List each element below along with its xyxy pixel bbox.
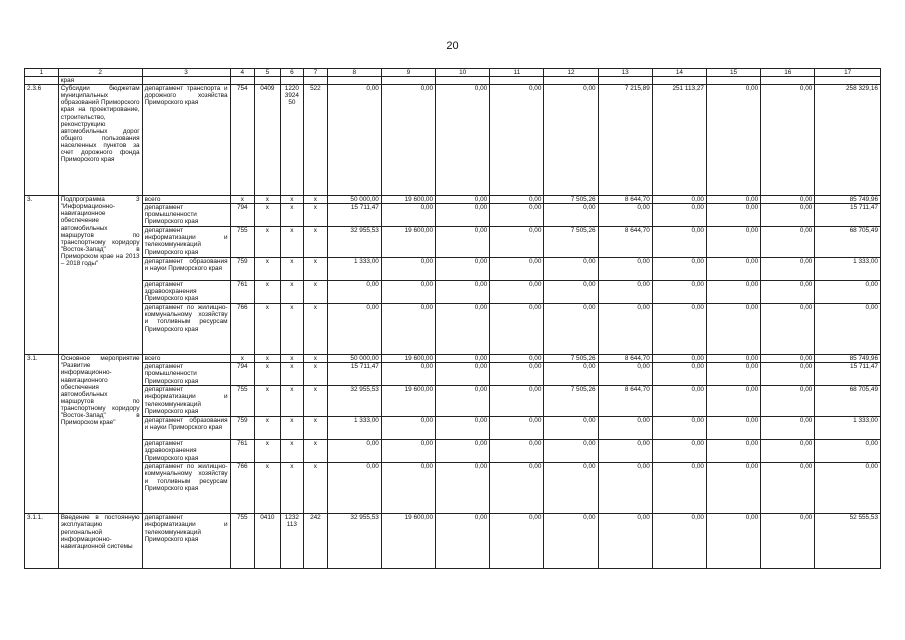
amount-cell: 1 333,00 bbox=[327, 258, 381, 281]
amount-cell: 0,00 bbox=[436, 227, 490, 258]
code-cell: x bbox=[280, 355, 304, 363]
amount-cell: 0,00 bbox=[706, 227, 760, 258]
code-cell: x bbox=[304, 440, 328, 463]
amount-cell: 0,00 bbox=[652, 363, 706, 386]
amount-cell: 19 600,00 bbox=[381, 355, 435, 363]
code-cell: 0409 bbox=[255, 85, 281, 196]
amount-cell: 0,00 bbox=[706, 258, 760, 281]
amount-cell: 0,00 bbox=[490, 196, 544, 204]
amount-cell: 0,00 bbox=[706, 196, 760, 204]
amount-cell: 0,00 bbox=[706, 514, 760, 569]
amount-cell: 0,00 bbox=[598, 304, 652, 355]
column-number-header: 5 bbox=[255, 69, 281, 77]
amount-cell: 0,00 bbox=[381, 417, 435, 440]
amount-cell: 0,00 bbox=[706, 386, 760, 417]
table-row bbox=[25, 363, 881, 386]
code-cell: 794 bbox=[230, 363, 255, 386]
amount-cell: 68 705,49 bbox=[815, 227, 881, 258]
amount-cell: 0,00 bbox=[436, 463, 490, 514]
amount-cell: 0,00 bbox=[436, 514, 490, 569]
code-cell: x bbox=[255, 417, 281, 440]
code-cell: x bbox=[304, 227, 328, 258]
amount-cell: 15 711,47 bbox=[327, 204, 381, 227]
code-cell: 754 bbox=[230, 85, 255, 196]
empty-cell bbox=[255, 77, 281, 85]
code-cell: x bbox=[255, 196, 281, 204]
budget-table bbox=[24, 68, 881, 569]
amount-cell: 0,00 bbox=[490, 463, 544, 514]
amount-cell: 0,00 bbox=[761, 417, 815, 440]
amount-cell: 0,00 bbox=[327, 440, 381, 463]
amount-cell: 0,00 bbox=[761, 227, 815, 258]
amount-cell: 0,00 bbox=[436, 417, 490, 440]
amount-cell: 0,00 bbox=[652, 227, 706, 258]
code-cell: x bbox=[230, 355, 255, 363]
amount-cell: 0,00 bbox=[490, 417, 544, 440]
amount-cell: 0,00 bbox=[598, 204, 652, 227]
code-cell: x bbox=[304, 463, 328, 514]
amount-cell: 0,00 bbox=[436, 85, 490, 196]
amount-cell: 0,00 bbox=[706, 85, 760, 196]
amount-cell: 19 600,00 bbox=[381, 196, 435, 204]
amount-cell: 0,00 bbox=[381, 85, 435, 196]
table-row bbox=[25, 227, 881, 258]
amount-cell: 0,00 bbox=[598, 363, 652, 386]
amount-cell: 251 113,27 bbox=[652, 85, 706, 196]
amount-cell: 32 955,53 bbox=[327, 386, 381, 417]
executor-cell: департамент информатизации и телекоммуникаций Приморского края bbox=[142, 386, 230, 417]
empty-cell bbox=[544, 77, 598, 85]
executor-cell: департамент промышленности Приморского края bbox=[142, 363, 230, 386]
item-code-cell: 3. bbox=[25, 196, 59, 355]
amount-cell: 52 555,53 bbox=[815, 514, 881, 569]
empty-cell bbox=[230, 77, 255, 85]
amount-cell: 0,00 bbox=[381, 204, 435, 227]
table-row bbox=[25, 440, 881, 463]
code-cell: x bbox=[304, 417, 328, 440]
code-cell: x bbox=[280, 363, 304, 386]
amount-cell: 15 711,47 bbox=[815, 204, 881, 227]
amount-cell: 0,00 bbox=[544, 363, 598, 386]
code-cell: x bbox=[280, 204, 304, 227]
executor-cell: департамент по жилищно-коммунальному хозяйству и топливным ресурсам Приморского края bbox=[142, 463, 230, 514]
amount-cell: 19 600,00 bbox=[381, 514, 435, 569]
executor-cell: департамент информатизации и телекоммуникаций Приморского края bbox=[142, 227, 230, 258]
amount-cell: 0,00 bbox=[544, 304, 598, 355]
column-number-header: 16 bbox=[761, 69, 815, 77]
table-row bbox=[25, 355, 881, 363]
code-cell: x bbox=[280, 281, 304, 304]
code-cell: x bbox=[304, 204, 328, 227]
empty-cell bbox=[142, 77, 230, 85]
column-number-header: 13 bbox=[598, 69, 652, 77]
column-number-header: 9 bbox=[381, 69, 435, 77]
amount-cell: 0,00 bbox=[381, 440, 435, 463]
amount-cell: 0,00 bbox=[490, 227, 544, 258]
amount-cell: 258 329,16 bbox=[815, 85, 881, 196]
empty-cell bbox=[304, 77, 328, 85]
amount-cell: 0,00 bbox=[706, 363, 760, 386]
amount-cell: 0,00 bbox=[761, 440, 815, 463]
column-number-header: 1 bbox=[25, 69, 59, 77]
column-number-header: 12 bbox=[544, 69, 598, 77]
table-row bbox=[25, 417, 881, 440]
code-cell: 794 bbox=[230, 204, 255, 227]
column-number-header: 10 bbox=[436, 69, 490, 77]
amount-cell: 0,00 bbox=[598, 281, 652, 304]
amount-cell: 0,00 bbox=[436, 386, 490, 417]
amount-cell: 0,00 bbox=[490, 204, 544, 227]
table-row bbox=[25, 463, 881, 514]
table-row bbox=[25, 196, 881, 204]
amount-cell: 0,00 bbox=[490, 355, 544, 363]
amount-cell: 8 644,70 bbox=[598, 355, 652, 363]
amount-cell: 7 505,26 bbox=[544, 196, 598, 204]
amount-cell: 0,00 bbox=[327, 463, 381, 514]
amount-cell: 0,00 bbox=[544, 281, 598, 304]
amount-cell: 68 705,49 bbox=[815, 386, 881, 417]
code-cell: x bbox=[255, 386, 281, 417]
executor-cell: департамент образования и науки Приморского края bbox=[142, 417, 230, 440]
column-number-header: 14 bbox=[652, 69, 706, 77]
code-cell: 759 bbox=[230, 258, 255, 281]
column-number-header: 6 bbox=[280, 69, 304, 77]
code-cell: x bbox=[304, 355, 328, 363]
amount-cell: 0,00 bbox=[544, 85, 598, 196]
code-cell: x bbox=[304, 196, 328, 204]
code-cell: x bbox=[304, 281, 328, 304]
executor-cell: департамент информатизации и телекоммуникаций Приморского края bbox=[142, 514, 230, 569]
continued-text-cell: края bbox=[58, 77, 142, 85]
amount-cell: 0,00 bbox=[706, 281, 760, 304]
amount-cell: 0,00 bbox=[815, 281, 881, 304]
empty-cell bbox=[598, 77, 652, 85]
code-cell: x bbox=[255, 363, 281, 386]
amount-cell: 0,00 bbox=[706, 417, 760, 440]
amount-cell: 0,00 bbox=[436, 304, 490, 355]
amount-cell: 0,00 bbox=[706, 440, 760, 463]
code-cell: x bbox=[255, 227, 281, 258]
amount-cell: 0,00 bbox=[436, 204, 490, 227]
amount-cell: 0,00 bbox=[490, 85, 544, 196]
empty-cell bbox=[761, 77, 815, 85]
code-cell: x bbox=[280, 440, 304, 463]
table-row bbox=[25, 204, 881, 227]
amount-cell: 0,00 bbox=[652, 258, 706, 281]
amount-cell: 0,00 bbox=[544, 514, 598, 569]
code-cell: x bbox=[280, 304, 304, 355]
amount-cell: 0,00 bbox=[761, 304, 815, 355]
code-cell: 759 bbox=[230, 417, 255, 440]
amount-cell: 0,00 bbox=[761, 386, 815, 417]
amount-cell: 0,00 bbox=[327, 304, 381, 355]
amount-cell: 0,00 bbox=[761, 363, 815, 386]
executor-cell: департамент промышленности Приморского края bbox=[142, 204, 230, 227]
amount-cell: 7 505,26 bbox=[544, 355, 598, 363]
amount-cell: 0,00 bbox=[544, 258, 598, 281]
amount-cell: 0,00 bbox=[436, 363, 490, 386]
code-cell: x bbox=[304, 386, 328, 417]
amount-cell: 0,00 bbox=[652, 304, 706, 355]
amount-cell: 15 711,47 bbox=[815, 363, 881, 386]
code-cell: 522 bbox=[304, 85, 328, 196]
amount-cell: 7 505,26 bbox=[544, 227, 598, 258]
empty-cell bbox=[25, 77, 59, 85]
item-name-cell: Введение в постоянную эксплуатацию региональной информационно-навигационной системы bbox=[58, 514, 142, 569]
column-number-header: 8 bbox=[327, 69, 381, 77]
amount-cell: 7 215,89 bbox=[598, 85, 652, 196]
amount-cell: 0,00 bbox=[381, 281, 435, 304]
amount-cell: 0,00 bbox=[436, 355, 490, 363]
amount-cell: 0,00 bbox=[815, 463, 881, 514]
amount-cell: 0,00 bbox=[761, 196, 815, 204]
amount-cell: 0,00 bbox=[652, 386, 706, 417]
amount-cell: 0,00 bbox=[652, 281, 706, 304]
amount-cell: 0,00 bbox=[761, 281, 815, 304]
amount-cell: 0,00 bbox=[598, 440, 652, 463]
amount-cell: 0,00 bbox=[598, 514, 652, 569]
amount-cell: 0,00 bbox=[436, 258, 490, 281]
column-number-header: 2 bbox=[58, 69, 142, 77]
executor-cell: департамент здравоохранения Приморского края bbox=[142, 440, 230, 463]
item-name-cell: Субсидии бюджетам муниципальных образований Приморского края на проектирование, строительство, реконструкцию автомобильных дорог общего пользования населенных пунктов за счет дорожного фонда Приморского края bbox=[58, 85, 142, 196]
code-cell: x bbox=[304, 258, 328, 281]
empty-cell bbox=[490, 77, 544, 85]
amount-cell: 0,00 bbox=[652, 440, 706, 463]
amount-cell: 19 600,00 bbox=[381, 227, 435, 258]
code-cell: 1220 3924 50 bbox=[280, 85, 304, 196]
code-cell: x bbox=[280, 463, 304, 514]
table-header-row bbox=[25, 69, 881, 77]
code-cell: x bbox=[304, 304, 328, 355]
code-cell: 766 bbox=[230, 304, 255, 355]
amount-cell: 85 749,96 bbox=[815, 355, 881, 363]
table-row bbox=[25, 514, 881, 569]
code-cell: x bbox=[255, 440, 281, 463]
executor-cell: всего bbox=[142, 196, 230, 204]
amount-cell: 32 955,53 bbox=[327, 514, 381, 569]
amount-cell: 50 000,00 bbox=[327, 355, 381, 363]
executor-cell: департамент образования и науки Приморского края bbox=[142, 258, 230, 281]
amount-cell: 0,00 bbox=[436, 281, 490, 304]
column-number-header: 17 bbox=[815, 69, 881, 77]
code-cell: 755 bbox=[230, 386, 255, 417]
amount-cell: 0,00 bbox=[490, 514, 544, 569]
code-cell: x bbox=[255, 463, 281, 514]
amount-cell: 0,00 bbox=[761, 514, 815, 569]
amount-cell: 0,00 bbox=[544, 417, 598, 440]
continuation-row bbox=[25, 77, 881, 85]
amount-cell: 0,00 bbox=[706, 304, 760, 355]
table-row bbox=[25, 386, 881, 417]
amount-cell: 8 644,70 bbox=[598, 196, 652, 204]
column-number-header: 11 bbox=[490, 69, 544, 77]
empty-cell bbox=[815, 77, 881, 85]
amount-cell: 0,00 bbox=[815, 440, 881, 463]
amount-cell: 0,00 bbox=[490, 304, 544, 355]
executor-cell: всего bbox=[142, 355, 230, 363]
amount-cell: 0,00 bbox=[652, 463, 706, 514]
code-cell: x bbox=[280, 258, 304, 281]
amount-cell: 0,00 bbox=[706, 463, 760, 514]
amount-cell: 19 600,00 bbox=[381, 386, 435, 417]
amount-cell: 0,00 bbox=[761, 258, 815, 281]
code-cell: 766 bbox=[230, 463, 255, 514]
code-cell: x bbox=[304, 363, 328, 386]
code-cell: 755 bbox=[230, 227, 255, 258]
empty-cell bbox=[652, 77, 706, 85]
amount-cell: 0,00 bbox=[706, 204, 760, 227]
amount-cell: 0,00 bbox=[815, 304, 881, 355]
code-cell: x bbox=[280, 227, 304, 258]
column-number-header: 15 bbox=[706, 69, 760, 77]
amount-cell: 0,00 bbox=[327, 85, 381, 196]
amount-cell: 0,00 bbox=[381, 304, 435, 355]
code-cell: x bbox=[280, 196, 304, 204]
table-row bbox=[25, 281, 881, 304]
code-cell: 755 bbox=[230, 514, 255, 569]
table-row bbox=[25, 304, 881, 355]
table-row bbox=[25, 85, 881, 196]
amount-cell: 0,00 bbox=[490, 281, 544, 304]
amount-cell: 0,00 bbox=[327, 281, 381, 304]
executor-cell: департамент по жилищно-коммунальному хозяйству и топливным ресурсам Приморского края bbox=[142, 304, 230, 355]
code-cell: 0410 bbox=[255, 514, 281, 569]
column-number-header: 7 bbox=[304, 69, 328, 77]
amount-cell: 1 333,00 bbox=[327, 417, 381, 440]
code-cell: x bbox=[255, 281, 281, 304]
amount-cell: 0,00 bbox=[706, 355, 760, 363]
amount-cell: 0,00 bbox=[381, 363, 435, 386]
amount-cell: 0,00 bbox=[652, 417, 706, 440]
amount-cell: 1 333,00 bbox=[815, 258, 881, 281]
amount-cell: 0,00 bbox=[652, 204, 706, 227]
amount-cell: 0,00 bbox=[761, 463, 815, 514]
empty-cell bbox=[381, 77, 435, 85]
code-cell: x bbox=[280, 417, 304, 440]
executor-cell: департамент транспорта и дорожного хозяйства Приморского края bbox=[142, 85, 230, 196]
amount-cell: 0,00 bbox=[381, 463, 435, 514]
code-cell: 1232 113 bbox=[280, 514, 304, 569]
amount-cell: 32 955,53 bbox=[327, 227, 381, 258]
amount-cell: 0,00 bbox=[652, 355, 706, 363]
item-code-cell: 3.1.1. bbox=[25, 514, 59, 569]
amount-cell: 0,00 bbox=[490, 386, 544, 417]
amount-cell: 8 644,70 bbox=[598, 227, 652, 258]
code-cell: x bbox=[230, 196, 255, 204]
amount-cell: 7 505,26 bbox=[544, 386, 598, 417]
empty-cell bbox=[280, 77, 304, 85]
empty-cell bbox=[436, 77, 490, 85]
item-code-cell: 3.1. bbox=[25, 355, 59, 514]
amount-cell: 0,00 bbox=[652, 514, 706, 569]
amount-cell: 0,00 bbox=[761, 85, 815, 196]
amount-cell: 0,00 bbox=[544, 463, 598, 514]
code-cell: 242 bbox=[304, 514, 328, 569]
amount-cell: 0,00 bbox=[544, 440, 598, 463]
amount-cell: 0,00 bbox=[436, 440, 490, 463]
item-name-cell: Подпрограмма 3 "Информационно-навигационное обеспечение автомобильных маршрутов по транспортному коридору "Восток-Запад" в Приморском крае на 2013 – 2018 годы" bbox=[58, 196, 142, 355]
amount-cell: 0,00 bbox=[761, 355, 815, 363]
code-cell: 761 bbox=[230, 440, 255, 463]
amount-cell: 50 000,00 bbox=[327, 196, 381, 204]
code-cell: x bbox=[255, 258, 281, 281]
executor-cell: департамент здравоохранения Приморского края bbox=[142, 281, 230, 304]
empty-cell bbox=[706, 77, 760, 85]
amount-cell: 0,00 bbox=[490, 258, 544, 281]
column-number-header: 4 bbox=[230, 69, 255, 77]
table-row bbox=[25, 258, 881, 281]
amount-cell: 0,00 bbox=[598, 463, 652, 514]
item-code-cell: 2.3.6 bbox=[25, 85, 59, 196]
page-number: 20 bbox=[446, 40, 459, 52]
amount-cell: 15 711,47 bbox=[327, 363, 381, 386]
code-cell: x bbox=[280, 386, 304, 417]
code-cell: x bbox=[255, 355, 281, 363]
amount-cell: 0,00 bbox=[761, 204, 815, 227]
amount-cell: 0,00 bbox=[490, 363, 544, 386]
amount-cell: 0,00 bbox=[652, 196, 706, 204]
amount-cell: 0,00 bbox=[381, 258, 435, 281]
code-cell: 761 bbox=[230, 281, 255, 304]
amount-cell: 0,00 bbox=[490, 440, 544, 463]
item-name-cell: Основное мероприятие "Развитие информационно-навигационного обеспечения автомобильных маршрутов по транспортному коридору "Восток-Запад" в Приморском крае" bbox=[58, 355, 142, 514]
amount-cell: 85 749,96 bbox=[815, 196, 881, 204]
column-number-header: 3 bbox=[142, 69, 230, 77]
amount-cell: 8 644,70 bbox=[598, 386, 652, 417]
empty-cell bbox=[327, 77, 381, 85]
amount-cell: 1 333,00 bbox=[815, 417, 881, 440]
amount-cell: 0,00 bbox=[544, 204, 598, 227]
code-cell: x bbox=[255, 204, 281, 227]
amount-cell: 0,00 bbox=[436, 196, 490, 204]
code-cell: x bbox=[255, 304, 281, 355]
amount-cell: 0,00 bbox=[598, 258, 652, 281]
amount-cell: 0,00 bbox=[598, 417, 652, 440]
